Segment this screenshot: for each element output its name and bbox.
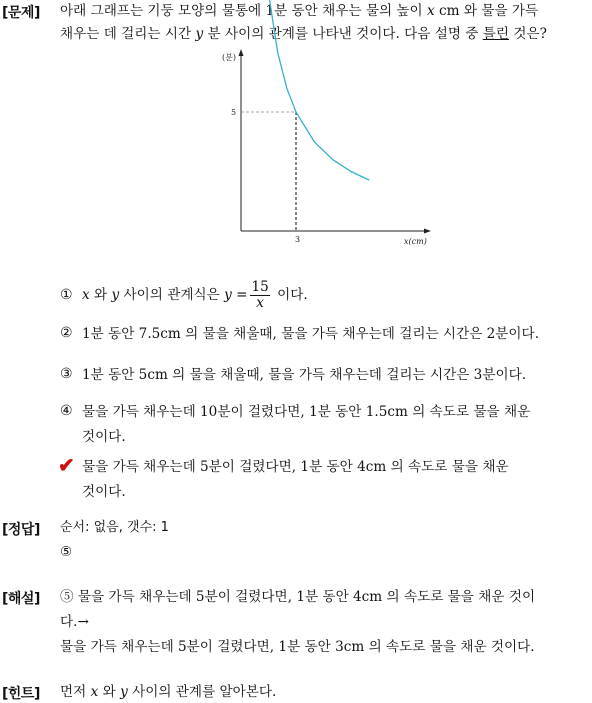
- problem-text: 분 사이의 관계를 나타낸 것이다. 다음 설명 중: [207, 26, 479, 42]
- var-y: y: [195, 26, 204, 42]
- fraction-numerator: 15: [251, 279, 269, 295]
- var-x: x: [90, 684, 99, 700]
- var-y: y: [111, 287, 120, 303]
- choice-5-text-line-2: 것이다.: [82, 484, 126, 500]
- choice-3-number: ③: [60, 366, 73, 382]
- curve-series: [261, 0, 369, 180]
- choice-2-text: 1분 동안 7.5cm 의 물을 채울때, 물을 가득 채우는데 걸리는 시간은 2분이다.: [82, 326, 540, 342]
- equation-lhs: y =: [224, 287, 248, 303]
- x-axis-arrow: [424, 229, 431, 234]
- hint-tag: [힌트]: [2, 686, 40, 702]
- problem-text: cm 와 물을 가득: [439, 3, 539, 19]
- choice-4-text-line-1: 물을 가득 채우는데 10분이 걸렸다면, 1분 동안 1.5cm 의 속도로 물을 채운: [82, 404, 531, 420]
- answer-line-2: ⑤: [60, 544, 73, 560]
- checkmark-icon: ✔: [58, 453, 75, 477]
- x-tick-label: 3: [295, 235, 301, 244]
- hint-text: 먼저: [60, 684, 87, 700]
- y-axis-arrow: [239, 49, 244, 56]
- var-x: x: [82, 287, 90, 303]
- inverse-proportion-graph: [0, 0, 592, 260]
- answer-tag: [정답]: [2, 522, 40, 538]
- x-axis-label: x(cm): [404, 237, 427, 246]
- choice-text: 와: [94, 287, 108, 303]
- problem-text: 것은?: [513, 26, 547, 42]
- hint-text: 사이의 관계를 알아본다.: [132, 684, 277, 700]
- problem-text: 아래 그래프는 기둥 모양의 물통에 1분 동안 채우는 물의 높이: [60, 3, 423, 19]
- hint-line: [60, 683, 276, 701]
- explanation-tag: [해설]: [2, 591, 40, 607]
- choice-1-number: ①: [60, 287, 73, 303]
- explanation-line-3: 물을 가득 채우는데 5분이 걸렸다면, 1분 동안 3cm 의 속도로 물을 채운 것이다.: [60, 639, 535, 655]
- choice-4-number: ④: [60, 403, 73, 419]
- choice-2-number: ②: [60, 325, 73, 341]
- underlined-word: 틀린: [482, 26, 510, 42]
- explanation-line-2: 다.→: [60, 614, 89, 630]
- var-y: y: [120, 684, 128, 700]
- choice-1-text: [82, 277, 308, 313]
- y-tick-label: 5: [231, 108, 237, 117]
- choice-text: 이다.: [277, 287, 308, 303]
- choice-text: 사이의 관계식은: [123, 287, 220, 303]
- problem-tag: [문제]: [2, 5, 40, 21]
- choice-5-text-line-1: 물을 가득 채우는데 5분이 걸렸다면, 1분 동안 4cm 의 속도로 물을 채운: [82, 459, 509, 475]
- fraction-denominator: x: [256, 295, 264, 311]
- answer-line-1: 순서: 없음, 갯수: 1: [60, 520, 169, 535]
- problem-text: 채우는 데 걸리는 시간: [60, 26, 192, 42]
- hint-text: 와: [102, 684, 116, 700]
- choice-3-text: 1분 동안 5cm 의 물을 채울때, 물을 가득 채우는데 걸리는 시간은 3분이다.: [82, 367, 527, 383]
- fraction: [250, 280, 269, 311]
- explanation-line-1: ⑤ 물을 가득 채우는데 5분이 걸렸다면, 1분 동안 4cm 의 속도로 물을 채운 것이: [60, 589, 536, 605]
- y-axis-label: (분): [222, 53, 236, 62]
- var-x: x: [427, 3, 435, 19]
- choice-4-text-line-2: 것이다.: [82, 429, 126, 445]
